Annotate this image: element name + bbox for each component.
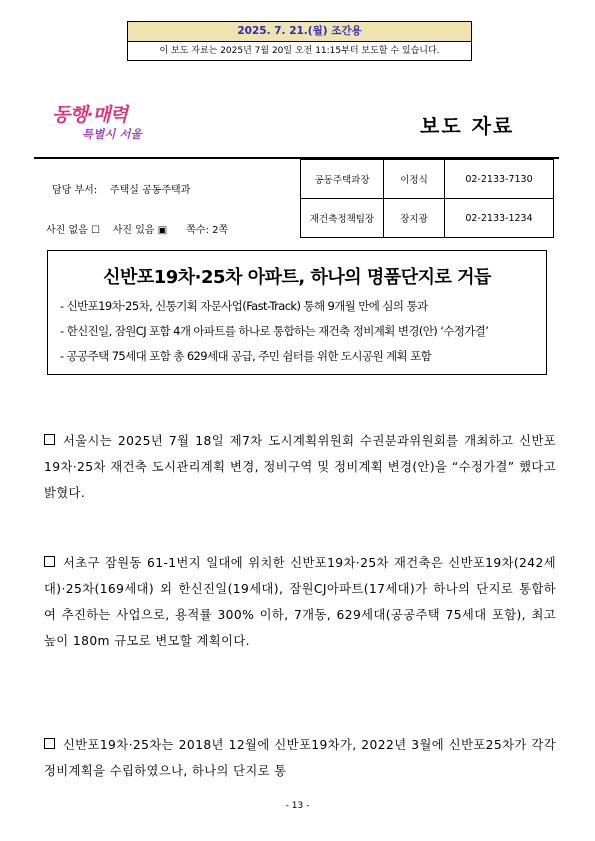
page-number: - 13 - xyxy=(285,801,310,811)
paragraph-text: 신반포19차·25차는 2018년 12월에 신반포19차가, 2022년 3월에 신반포25차가 각각 정비계획을 수립하였으나, 하나의 단지로 통 xyxy=(44,738,556,778)
body-paragraph xyxy=(44,550,556,654)
body-paragraph xyxy=(44,732,556,784)
contact-row xyxy=(301,160,554,199)
dept-line xyxy=(52,181,190,196)
contact-name: 이정식 xyxy=(384,160,445,199)
photo-yes-label: 사진 있음 xyxy=(112,225,155,236)
body-paragraph xyxy=(44,428,556,506)
photo-none-checkbox: ☐ xyxy=(91,225,100,236)
embargo-date: 2025. 7. 21.(월) 조간용 xyxy=(128,22,471,42)
paragraph-text: 서초구 잠원동 61-1번지 일대에 위치한 신반포19차·25차 재건축은 신반포19차(242세대)·25차(169세대) 외 한신진일(19세대), 잠원CJ아파트(17세대)가 하나의 단지로 통합하여 추진하는 사업으로, 용적률 300% 이하, 7개동, 629세대(공공주택 75세대 포함), 최고높이 180m 규모로 변모할 계획이다. xyxy=(44,556,556,648)
contact-table xyxy=(300,159,554,238)
contact-role: 재건축정책팀장 xyxy=(301,199,384,238)
subpoint: - 공공주택 75세대 포함 총 629세대 공급, 주민 쉼터를 위한 도시공원 계획 포함 xyxy=(60,349,432,363)
contact-row xyxy=(301,199,554,238)
photo-yes-checkbox: ▣ xyxy=(157,225,168,236)
bullet-box xyxy=(44,434,55,445)
subpoint: - 신반포19차·25차, 신통기획 자문사업(Fast-Track) 통해 9개월 만에 심의 통과 xyxy=(60,299,428,313)
dept-label: 담당 부서: xyxy=(52,185,98,196)
subpoint: - 한신진일, 잠원CJ 포함 4개 아파트를 하나로 통합하는 재건축 정비계획 변경(안) ‘수정가결’ xyxy=(60,324,489,338)
contact-phone: 02-2133-1234 xyxy=(445,199,554,238)
contact-role: 공동주택과장 xyxy=(301,160,384,199)
photo-line xyxy=(46,221,228,236)
photo-none-label: 사진 없음 xyxy=(46,225,88,236)
dept-value: 주택실 공동주택과 xyxy=(109,185,191,196)
embargo-note: 이 보도 자료는 2025년 7월 20일 오전 11:15부터 보도할 수 있습니다. xyxy=(159,46,440,56)
page-count: 쪽수: 2쪽 xyxy=(186,225,229,236)
doc-type-title: 보도 자료 xyxy=(420,114,515,138)
bullet-box xyxy=(44,738,55,749)
paragraph-text: 서울시는 2025년 7월 18일 제7차 도시계획위원회 수권분과위원회를 개최하고 신반포19차·25차 재건축 도시관리계획 변경, 정비구역 및 정비계획 변경(안)을 “수정가결” 했다고 밝혔다. xyxy=(44,434,556,500)
headline: 신반포19차·25차 아파트, 하나의 명품단지로 거듭 xyxy=(103,267,491,288)
seoul-logo-line1: 동행·매력 xyxy=(52,104,128,126)
contact-phone: 02-2133-7130 xyxy=(445,160,554,199)
seoul-logo-line2: 특별시 서울 xyxy=(82,127,142,141)
embargo-box xyxy=(127,21,472,61)
headline-box xyxy=(47,250,547,375)
contact-name: 장지광 xyxy=(384,199,445,238)
bullet-box xyxy=(44,556,55,567)
